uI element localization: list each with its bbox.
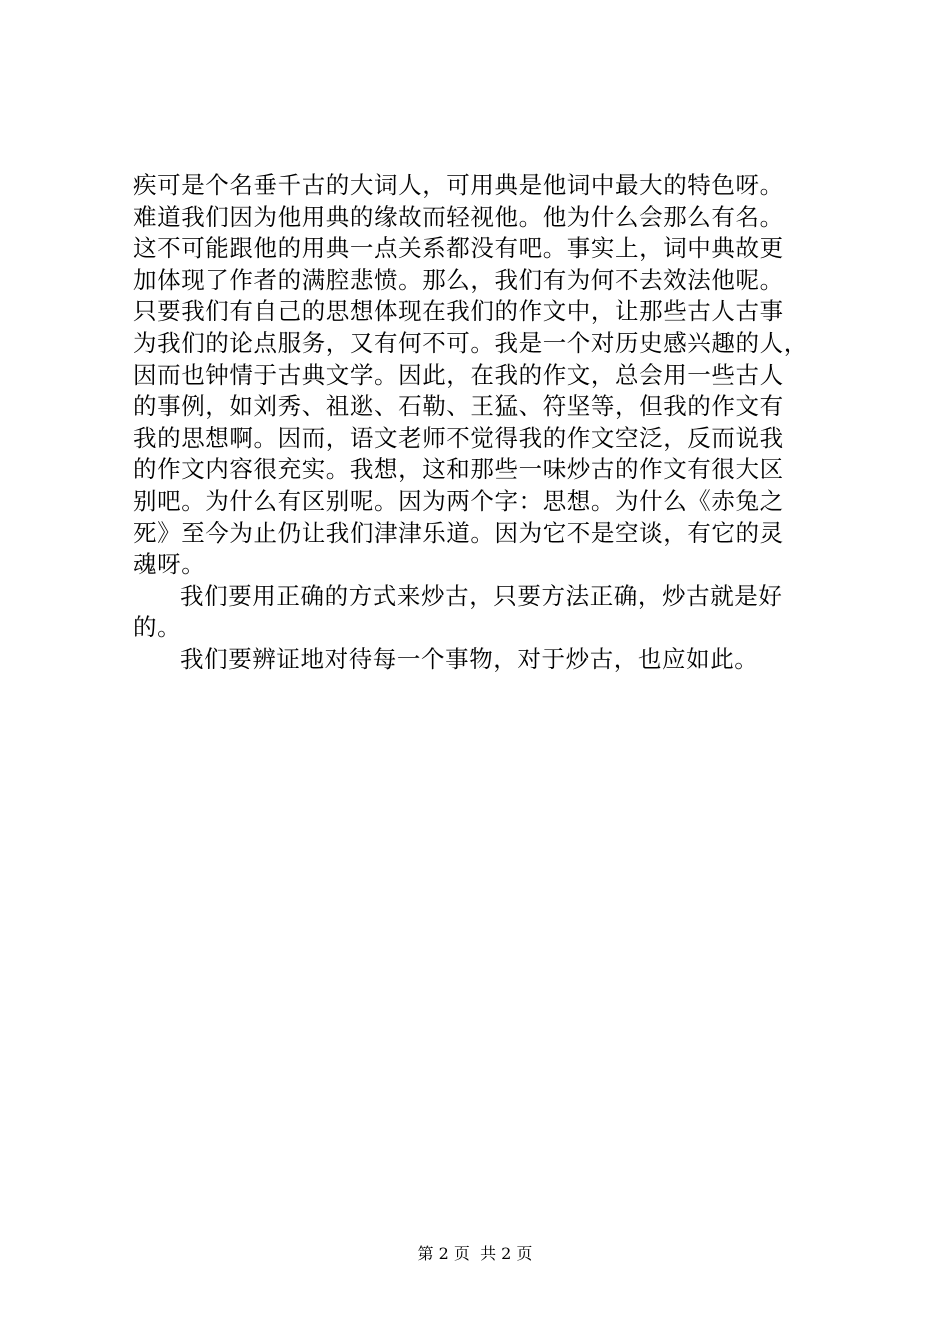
document-body [133, 170, 833, 676]
text-line: 的事例，如刘秀、祖逖、石勒、王猛、符坚等，但我的作文有 [133, 392, 784, 421]
text-line: 难道我们因为他用典的缘故而轻视他。他为什么会那么有名。 [133, 202, 784, 231]
text-line: 的作文内容很充实。我想，这和那些一味炒古的作文有很大区 [133, 455, 784, 484]
text-line: 因而也钟情于古典文学。因此，在我的作文，总会用一些古人 [133, 360, 784, 389]
text-line: 别吧。为什么有区别呢。因为两个字：思想。为什么《赤兔之 [133, 486, 784, 515]
text-line: 魂呀。 [133, 550, 206, 579]
paragraph-start-line: 我们要用正确的方式来炒古，只要方法正确，炒古就是好 [180, 581, 783, 610]
text-line: 这不可能跟他的用典一点关系都没有吧。事实上，词中典故更 [133, 234, 784, 263]
page-number-footer: 第 2 页 共 2 页 [417, 1244, 533, 1263]
text-line: 只要我们有自己的思想体现在我们的作文中，让那些古人古事 [133, 297, 784, 326]
text-line: 的。 [133, 613, 182, 642]
text-line: 疾可是个名垂千古的大词人，可用典是他词中最大的特色呀。 [133, 171, 784, 199]
text-line: 加体现了作者的满腔悲愤。那么，我们有为何不去效法他呢。 [133, 265, 784, 294]
paragraph-start-line: 我们要辨证地对待每一个事物，对于炒古，也应如此。 [180, 644, 759, 673]
text-line: 我的思想啊。因而，语文老师不觉得我的作文空泛，反而说我 [133, 423, 784, 452]
text-line: 死》至今为止仍让我们津津乐道。因为它不是空谈，有它的灵 [133, 518, 784, 547]
text-line: 为我们的论点服务，又有何不可。我是一个对历史感兴趣的人， [133, 328, 808, 357]
